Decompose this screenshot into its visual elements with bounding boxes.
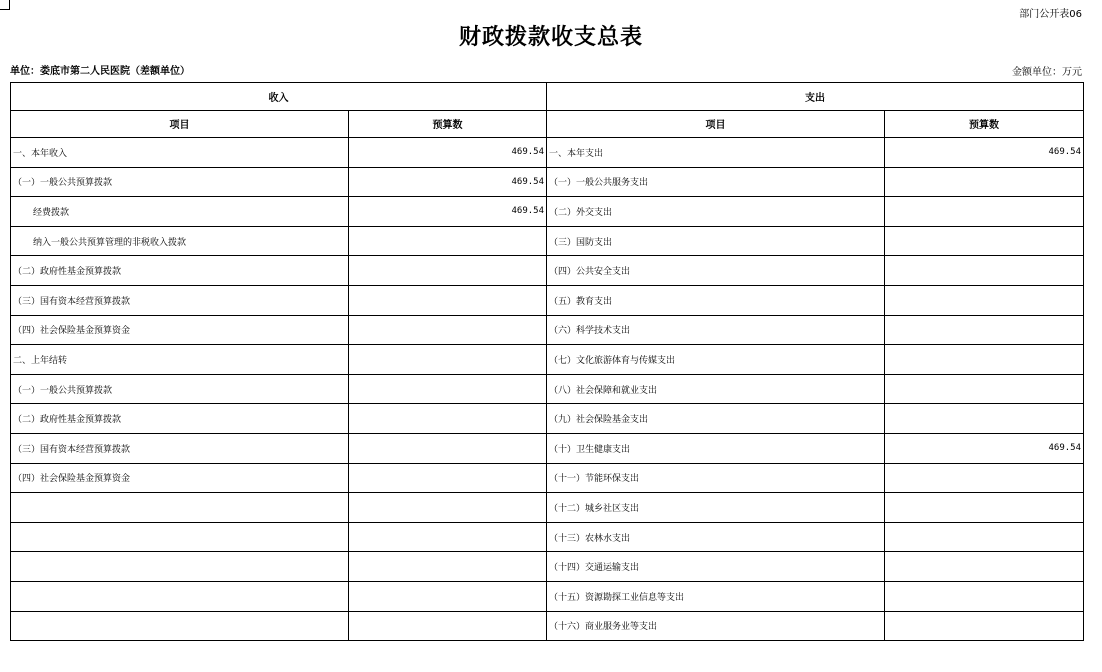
table-row: [11, 581, 1084, 611]
expense-item-header: 项目: [547, 110, 885, 138]
expense-item-cell: （二）外交支出: [547, 197, 885, 227]
table-row: [11, 197, 1084, 227]
table-row: [11, 345, 1084, 375]
amount-unit: 金额单位：万元: [1012, 67, 1082, 78]
table-row: [11, 433, 1084, 463]
table-row: [11, 404, 1084, 434]
table-row: [11, 256, 1084, 286]
income-item-cell: （二）政府性基金预算拨款: [11, 256, 349, 286]
expense-value-cell: [885, 167, 1084, 197]
fiscal-summary-table: [10, 82, 1084, 641]
income-item-header: 项目: [11, 110, 349, 138]
expense-value-cell: 469.54: [885, 138, 1084, 168]
form-code: 部门公开表06: [1019, 9, 1082, 20]
income-item-cell: [11, 552, 349, 582]
reporting-unit: 单位：娄底市第二人民医院（差额单位）: [10, 66, 190, 77]
income-item-cell: 纳入一般公共预算管理的非税收入拨款: [11, 226, 349, 256]
income-value-cell: 469.54: [349, 138, 547, 168]
income-item-cell: （三）国有资本经营预算拨款: [11, 433, 349, 463]
expense-value-cell: [885, 197, 1084, 227]
expense-value-cell: 469.54: [885, 433, 1084, 463]
corner-marker: [0, 0, 10, 10]
expense-value-cell: [885, 404, 1084, 434]
income-section-header: 收入: [11, 83, 547, 111]
expense-item-cell: （十一）节能环保支出: [547, 463, 885, 493]
table-row: [11, 315, 1084, 345]
income-item-cell: （一）一般公共预算拨款: [11, 167, 349, 197]
expense-item-cell: （一）一般公共服务支出: [547, 167, 885, 197]
income-item-cell: 一、本年收入: [11, 138, 349, 168]
expense-item-cell: （十二）城乡社区支出: [547, 493, 885, 523]
expense-item-cell: （三）国防支出: [547, 226, 885, 256]
income-value-cell: [349, 315, 547, 345]
expense-item-cell: （五）教育支出: [547, 285, 885, 315]
income-item-cell: （四）社会保险基金预算资金: [11, 463, 349, 493]
income-item-cell: [11, 581, 349, 611]
table-row: [11, 522, 1084, 552]
expense-value-cell: [885, 285, 1084, 315]
income-item-cell: （三）国有资本经营预算拨款: [11, 285, 349, 315]
income-value-cell: [349, 404, 547, 434]
table-row: [11, 552, 1084, 582]
income-value-cell: [349, 611, 547, 641]
expense-item-cell: （八）社会保障和就业支出: [547, 374, 885, 404]
expense-item-cell: （十三）农林水支出: [547, 522, 885, 552]
expense-value-cell: [885, 493, 1084, 523]
expense-value-cell: [885, 463, 1084, 493]
expense-item-cell: （七）文化旅游体育与传媒支出: [547, 345, 885, 375]
income-value-cell: [349, 522, 547, 552]
income-item-cell: [11, 493, 349, 523]
expense-value-cell: [885, 315, 1084, 345]
expense-value-cell: [885, 345, 1084, 375]
expense-item-cell: （六）科学技术支出: [547, 315, 885, 345]
expense-item-cell: （九）社会保险基金支出: [547, 404, 885, 434]
income-value-cell: 469.54: [349, 167, 547, 197]
expense-item-cell: （十六）商业服务业等支出: [547, 611, 885, 641]
column-header-row: [11, 110, 1084, 138]
expense-item-cell: （四）公共安全支出: [547, 256, 885, 286]
income-value-cell: 469.54: [349, 197, 547, 227]
table-row: [11, 374, 1084, 404]
expense-item-cell: 一、本年支出: [547, 138, 885, 168]
income-item-cell: 经费拨款: [11, 197, 349, 227]
table-row: [11, 493, 1084, 523]
expense-value-cell: [885, 522, 1084, 552]
table-row: [11, 611, 1084, 641]
section-header-row: [11, 83, 1084, 111]
table-row: [11, 138, 1084, 168]
expense-value-cell: [885, 256, 1084, 286]
report-title: 财政拨款收支总表: [458, 24, 643, 50]
income-item-cell: （二）政府性基金预算拨款: [11, 404, 349, 434]
income-value-cell: [349, 493, 547, 523]
income-value-cell: [349, 433, 547, 463]
income-value-cell: [349, 374, 547, 404]
expense-value-cell: [885, 226, 1084, 256]
table-row: [11, 167, 1084, 197]
income-item-cell: 二、上年结转: [11, 345, 349, 375]
income-item-cell: [11, 522, 349, 552]
summary-table-body: [11, 83, 1084, 641]
expense-item-cell: （十）卫生健康支出: [547, 433, 885, 463]
income-value-cell: [349, 226, 547, 256]
income-item-cell: （四）社会保险基金预算资金: [11, 315, 349, 345]
expense-value-cell: [885, 611, 1084, 641]
income-item-cell: （一）一般公共预算拨款: [11, 374, 349, 404]
expense-item-cell: （十四）交通运输支出: [547, 552, 885, 582]
table-row: [11, 463, 1084, 493]
expense-section-header: 支出: [547, 83, 1084, 111]
income-value-cell: [349, 345, 547, 375]
income-budget-header: 预算数: [349, 110, 547, 138]
expense-value-cell: [885, 581, 1084, 611]
expense-value-cell: [885, 374, 1084, 404]
income-value-cell: [349, 552, 547, 582]
expense-value-cell: [885, 552, 1084, 582]
table-row: [11, 285, 1084, 315]
income-value-cell: [349, 463, 547, 493]
income-item-cell: [11, 611, 349, 641]
expense-item-cell: （十五）资源勘探工业信息等支出: [547, 581, 885, 611]
table-row: [11, 226, 1084, 256]
expense-budget-header: 预算数: [885, 110, 1084, 138]
income-value-cell: [349, 581, 547, 611]
income-value-cell: [349, 285, 547, 315]
income-value-cell: [349, 256, 547, 286]
